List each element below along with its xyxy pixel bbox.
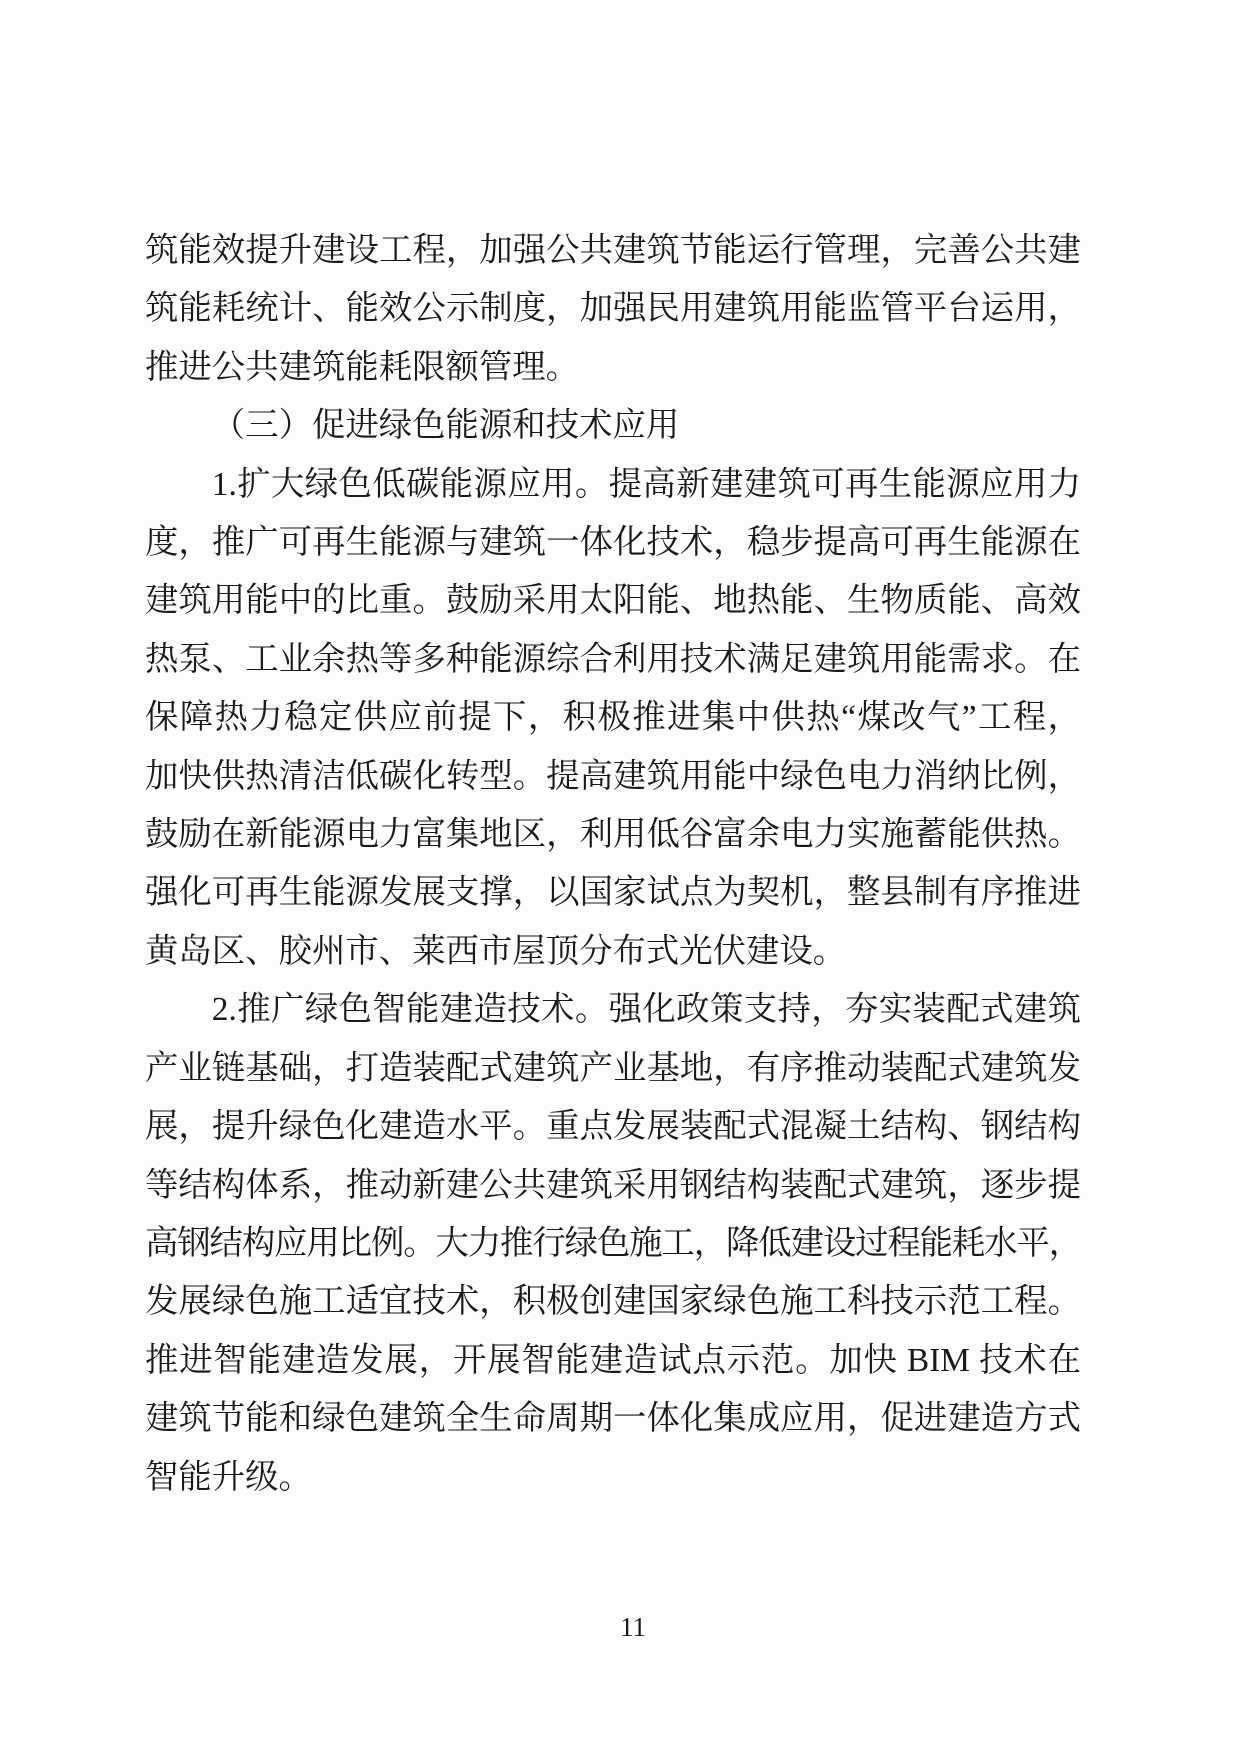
page-number: 11 [620,1612,646,1642]
text-line: 发展绿色施工适宜技术，积极创建国家绿色施工科技示范工程。 [145,1283,1081,1321]
text-line: 产业链基础，打造装配式建筑产业基地，有序推动装配式建筑发 [145,1049,1081,1087]
text-line: 2.推广绿色智能建造技术。强化政策支持，夯实装配式建筑 [211,991,1081,1029]
text-line: 建筑用能中的比重。鼓励采用太阳能、地热能、生物质能、高效 [145,582,1081,620]
text-line: 保障热力稳定供应前提下，积极推进集中供热“煤改气”工程， [145,699,1081,737]
text-line: 智能升级。 [145,1458,312,1496]
text-line: 筑能耗统计、能效公示制度，加强民用建筑用能监管平台运用， [145,290,1081,328]
body-text [145,222,1081,1507]
text-line: 展，提升绿色化建造水平。重点发展装配式混凝土结构、钢结构 [145,1108,1081,1146]
text-line: 等结构体系，推动新建公共建筑采用钢结构装配式建筑，逐步提 [145,1166,1081,1204]
text-line: 鼓励在新能源电力富集地区，利用低谷富余电力实施蓄能供热。 [145,816,1081,854]
text-line: 1.扩大绿色低碳能源应用。提高新建建筑可再生能源应用力 [211,465,1081,503]
text-line: 高钢结构应用比例。大力推行绿色施工，降低建设过程能耗水平， [145,1224,1081,1262]
text-line: 加快供热清洁低碳化转型。提高建筑用能中绿色电力消纳比例， [145,757,1081,795]
section-heading: （三）促进绿色能源和技术应用 [211,407,680,445]
text-line: 度，推广可再生能源与建筑一体化技术，稳步提高可再生能源在 [145,524,1081,562]
text-line: 推进智能建造发展，开展智能建造试点示范。加快 BIM 技术在 [145,1341,1081,1379]
text-line: 强化可再生能源发展支撑，以国家试点为契机，整县制有序推进 [145,874,1081,912]
text-line: 建筑节能和绿色建筑全生命周期一体化集成应用，促进建造方式 [145,1400,1081,1438]
text-line: 推进公共建筑能耗限额管理。 [145,348,580,386]
text-line: 筑能效提升建设工程，加强公共建筑节能运行管理，完善公共建 [145,232,1081,269]
text-line: 黄岛区、胶州市、莱西市屋顶分布式光伏建设。 [145,932,847,970]
text-line: 热泵、工业余热等多种能源综合利用技术满足建筑用能需求。在 [145,640,1081,678]
